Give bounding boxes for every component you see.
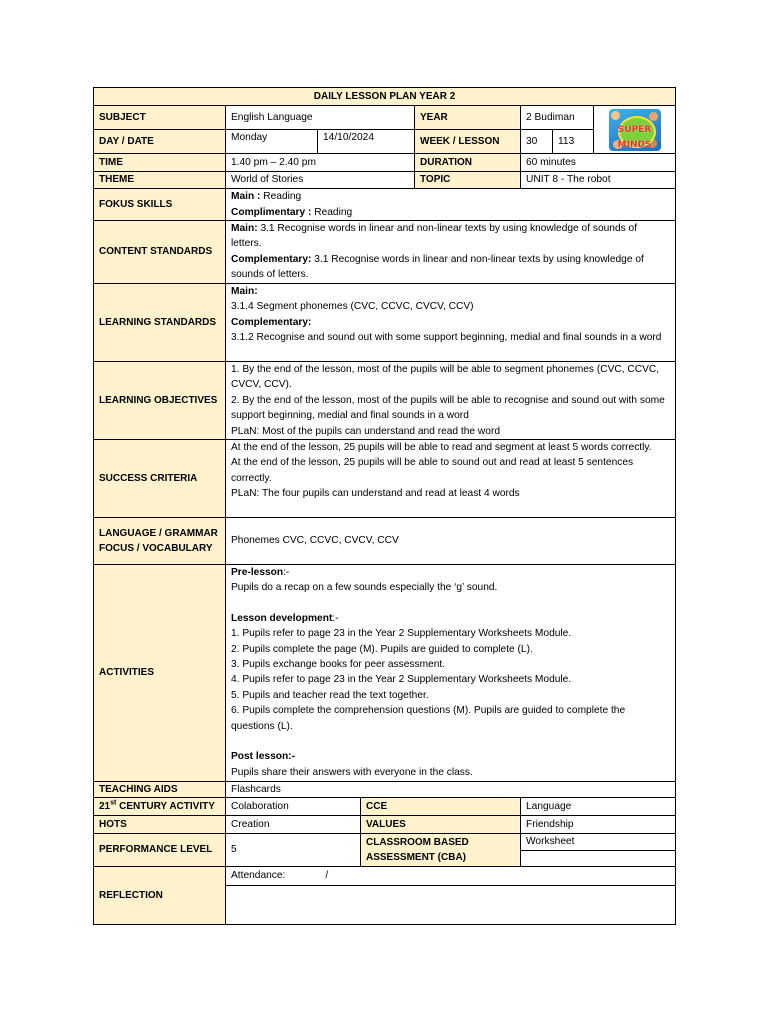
activity-step: 1. Pupils refer to page 23 in the Year 2 Supplementary Worksheets Module. <box>231 628 572 640</box>
ls-comp-label: Complementary: <box>231 316 312 328</box>
time-value: 1.40 pm – 2.40 pm <box>226 154 415 172</box>
week-value: 30 <box>521 130 553 154</box>
lesson-plan <box>93 87 675 925</box>
pre-lesson-suffix: :- <box>283 567 290 579</box>
learning-standards-value <box>226 284 676 362</box>
activity-step: 2. Pupils complete the page (M). Pupils are guided to complete (L). <box>231 643 533 655</box>
duration-label: DURATION <box>415 154 521 172</box>
language-focus-label: LANGUAGE / GRAMMAR FOCUS / VOCABULARY <box>94 518 226 565</box>
date-value: 14/10/2024 <box>318 130 415 154</box>
topic-value: UNIT 8 - The robot <box>521 172 676 189</box>
attendance-separator: / <box>325 870 329 882</box>
logo-text: SUPER MINDS <box>617 124 652 150</box>
values-value: Friendship <box>521 816 676 834</box>
activity-step: 4. Pupils refer to page 23 in the Year 2 Supplementary Worksheets Module. <box>231 674 572 686</box>
values-label: VALUES <box>361 816 521 834</box>
criteria-item: PLaN: The four pupils can understand and read at least 4 words <box>231 488 520 500</box>
teaching-aids-value: Flashcards <box>226 782 676 798</box>
content-standards-value <box>226 221 676 284</box>
objective-item: PLaN: Most of the pupils can understand and read the word <box>231 425 501 437</box>
learning-objectives-value <box>226 362 676 440</box>
activity-step: 6. Pupils complete the comprehension questions (M). Pupils are guided to complete the questions (L). <box>231 705 626 732</box>
duration-value: 60 minutes <box>521 154 676 172</box>
day-value: Monday <box>226 130 318 154</box>
cs-comp-text: 3.1 Recognise words in linear and non-linear texts by using knowledge of sounds of letters. <box>231 253 644 281</box>
fokus-main-label: Main : <box>231 191 261 203</box>
fokus-main-value: Reading <box>260 191 302 203</box>
performance-level-value: 5 <box>226 834 361 866</box>
reflection-label: REFLECTION <box>94 866 226 924</box>
theme-value: World of Stories <box>226 172 415 189</box>
fokus-comp-value: Reading <box>311 206 353 218</box>
ls-comp-text: 3.1.2 Recognise and sound out with some support beginning, medial and final sounds in a word <box>231 332 662 344</box>
cs-main-label: Main: <box>231 223 258 234</box>
pre-lesson-text: Pupils do a recap on a few sounds especially the ‘g’ sound. <box>231 582 498 594</box>
learning-standards-label: LEARNING STANDARDS <box>94 284 226 362</box>
ls-main-text: 3.1.4 Segment phonemes (CVC, CCVC, CVCV, CCV) <box>231 301 474 313</box>
performance-level-label: PERFORMANCE LEVEL <box>94 834 226 866</box>
super-minds-logo <box>609 109 661 151</box>
activities-value <box>226 565 676 782</box>
year-label: YEAR <box>415 106 521 130</box>
subject-value: English Language <box>226 106 415 130</box>
cce-value: Language <box>521 798 676 816</box>
cba-empty <box>521 850 676 866</box>
subject-label: SUBJECT <box>94 106 226 130</box>
page-title: DAILY LESSON PLAN YEAR 2 <box>94 88 676 106</box>
objective-item: 2. By the end of the lesson, most of the pupils will be able to recognise and sound out with some support beginning, medial and final sounds in a word <box>231 394 665 422</box>
topic-label: TOPIC <box>415 172 521 189</box>
content-standards-label: CONTENT STANDARDS <box>94 221 226 284</box>
time-label: TIME <box>94 154 226 172</box>
cba-label: CLASSROOM BASED ASSESSMENT (CBA) <box>361 834 521 866</box>
criteria-item: At the end of the lesson, 25 pupils will be able to read and segment at least 5 words correctly. <box>231 442 652 454</box>
success-criteria-label: SUCCESS CRITERIA <box>94 440 226 518</box>
cs-comp-label: Complementary: <box>231 253 312 265</box>
hots-label: HOTS <box>94 816 226 834</box>
week-lesson-label: WEEK / LESSON <box>415 130 521 154</box>
pre-lesson-label: Pre-lesson <box>231 567 284 579</box>
fokus-skills-label: FOKUS SKILLS <box>94 189 226 221</box>
year-value: 2 Budiman <box>521 106 594 130</box>
reflection-notes <box>226 885 676 924</box>
language-focus-value: Phonemes CVC, CCVC, CVCV, CCV <box>226 518 676 565</box>
attendance-cell <box>226 866 676 885</box>
fokus-comp-label: Complimentary : <box>231 206 312 218</box>
hots-value: Creation <box>226 816 361 834</box>
fokus-skills-value <box>226 189 676 221</box>
day-date-label: DAY / DATE <box>94 130 226 154</box>
ls-main-label: Main: <box>231 286 258 297</box>
post-lesson-text: Pupils share their answers with everyone in the class. <box>231 766 473 778</box>
lesson-development-suffix: :- <box>332 612 339 624</box>
teaching-aids-label: TEACHING AIDS <box>94 782 226 798</box>
century-activity-label: 21st CENTURY ACTIVITY <box>94 798 226 816</box>
lesson-value: 113 <box>553 130 594 154</box>
criteria-item: At the end of the lesson, 25 pupils will be able to sound out and read at least 5 sentences correctly. <box>231 457 634 484</box>
activities-label: ACTIVITIES <box>94 565 226 782</box>
lesson-plan-table <box>93 87 676 925</box>
lesson-development-label: Lesson development <box>231 612 333 624</box>
cce-label: CCE <box>361 798 521 816</box>
logo-cell <box>594 106 676 154</box>
century-activity-value: Colaboration <box>226 798 361 816</box>
post-lesson-label: Post lesson:- <box>231 751 295 763</box>
learning-objectives-label: LEARNING OBJECTIVES <box>94 362 226 440</box>
activity-step: 5. Pupils and teacher read the text together. <box>231 689 429 701</box>
attendance-label: Attendance: <box>231 870 286 882</box>
cs-main-text: 3.1 Recognise words in linear and non-linear texts by using knowledge of sounds of letters. <box>231 223 638 250</box>
theme-label: THEME <box>94 172 226 189</box>
cba-value: Worksheet <box>521 834 676 850</box>
activity-step: 3. Pupils exchange books for peer assessment. <box>231 659 446 671</box>
success-criteria-value <box>226 440 676 518</box>
objective-item: 1. By the end of the lesson, most of the pupils will be able to segment phonemes (CVC, CCVC, CVCV, CCV). <box>231 364 660 391</box>
